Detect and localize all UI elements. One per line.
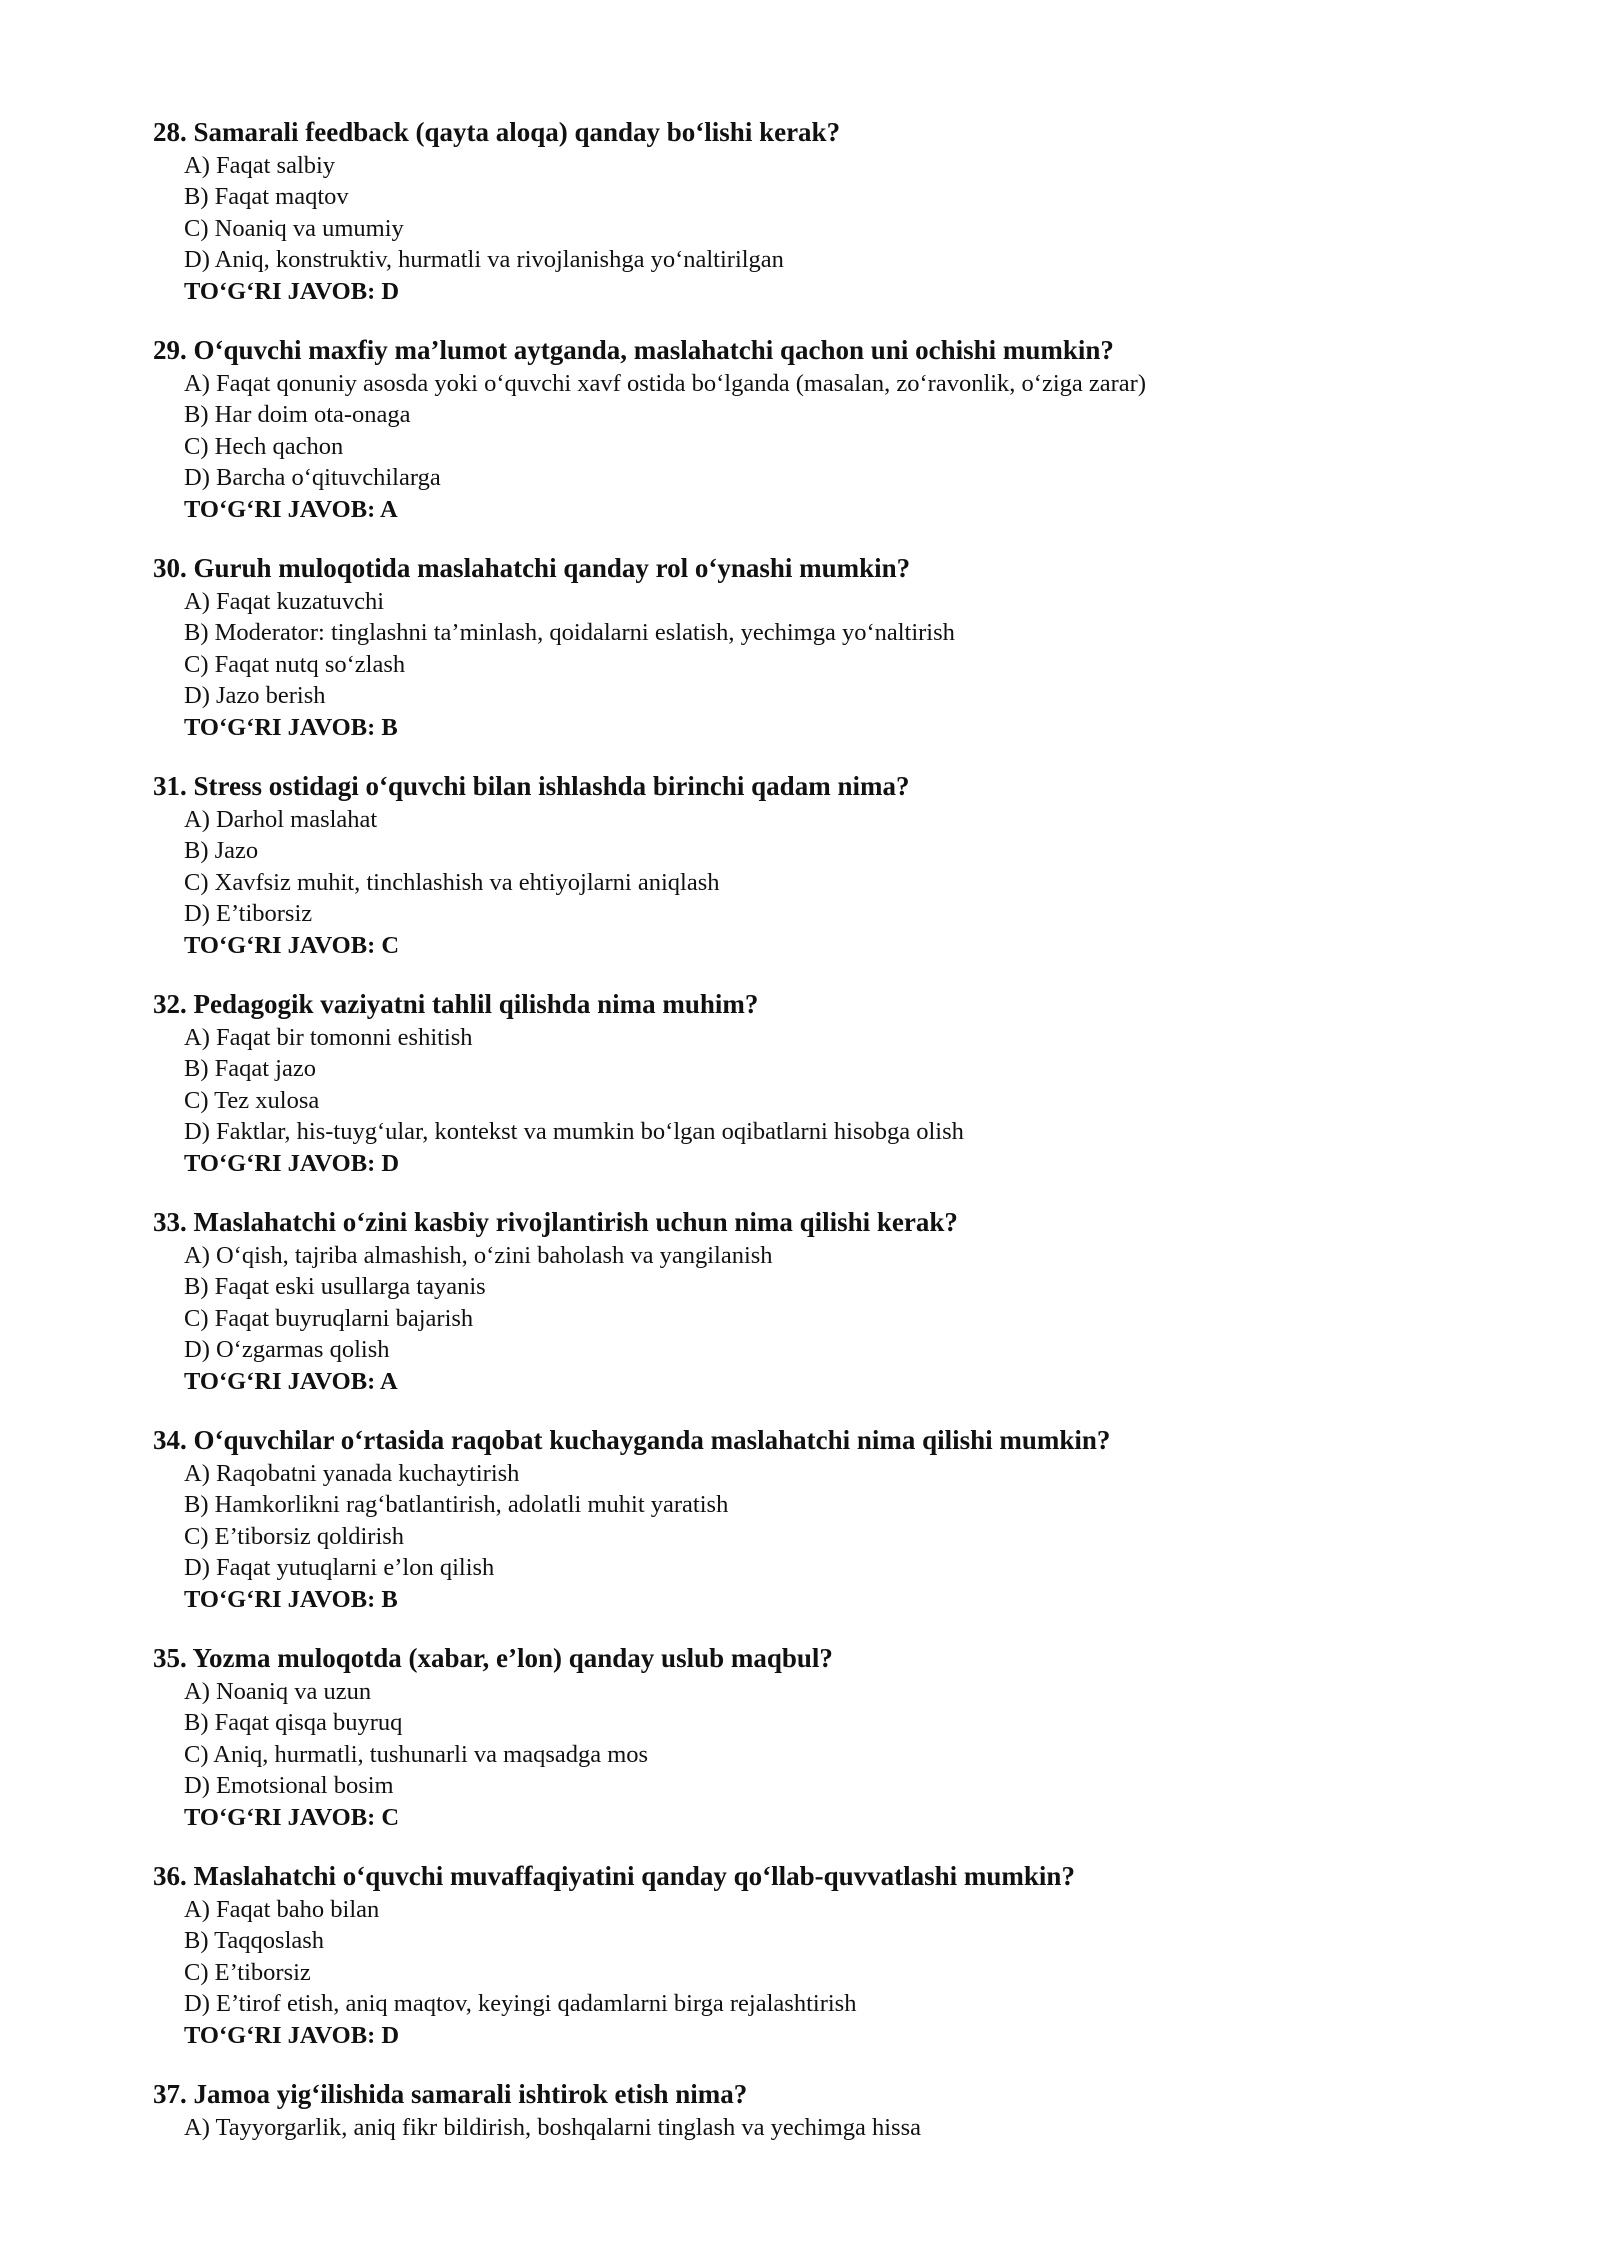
question-31 — [153, 768, 1493, 962]
option-b: B) Har doim ota-onaga — [184, 401, 411, 429]
option-c: C) Noaniq va umumiy — [184, 214, 404, 242]
option-d: D) Faktlar, his-tuyg‘ular, kontekst va mumkin bo‘lgan oqibatlarni hisobga olish — [184, 1117, 964, 1145]
correct-answer: TO‘G‘RI JAVOB: C — [184, 1804, 400, 1832]
question-title: 36. Maslahatchi o‘quvchi muvaffaqiyatini qanday qo‘llab-quvvatlashi mumkin? — [153, 1861, 1075, 1891]
correct-answer: TO‘G‘RI JAVOB: D — [184, 2022, 400, 2050]
question-title: 34. O‘quvchilar o‘rtasida raqobat kuchayganda maslahatchi nima qilishi mumkin? — [153, 1425, 1111, 1455]
options-list — [184, 1458, 1493, 1583]
option-d: D) Jazo berish — [184, 681, 326, 709]
correct-answer: TO‘G‘RI JAVOB: B — [184, 714, 398, 742]
question-title: 29. O‘quvchi maxfiy ma’lumot aytganda, maslahatchi qachon uni ochishi mumkin? — [153, 335, 1114, 365]
options-list — [184, 1240, 1493, 1365]
option-b: B) Moderator: tinglashni ta’minlash, qoidalarni eslatish, yechimga yo‘naltirish — [184, 619, 955, 647]
question-36 — [153, 1858, 1493, 2052]
option-d: D) E’tirof etish, aniq maqtov, keyingi qadamlarni birga rejalashtirish — [184, 1989, 857, 2017]
option-b: B) Faqat maqtov — [184, 183, 349, 211]
option-b: B) Faqat eski usullarga tayanis — [184, 1273, 486, 1301]
option-c: C) Tez xulosa — [184, 1086, 320, 1114]
option-a: A) Faqat salbiy — [184, 152, 336, 179]
option-a: A) Darhol maslahat — [184, 806, 378, 833]
option-c: C) E’tiborsiz qoldirish — [184, 1522, 405, 1550]
correct-answer: TO‘G‘RI JAVOB: A — [184, 1368, 398, 1396]
option-d: D) O‘zgarmas qolish — [184, 1335, 390, 1363]
question-title: 31. Stress ostidagi o‘quvchi bilan ishlashda birinchi qadam nima? — [153, 771, 910, 801]
option-a: A) Faqat bir tomonni eshitish — [184, 1024, 473, 1051]
option-c: C) Faqat buyruqlarni bajarish — [184, 1304, 474, 1332]
question-30 — [153, 550, 1493, 744]
correct-answer: TO‘G‘RI JAVOB: A — [184, 496, 398, 524]
option-a: A) Faqat qonuniy asosda yoki o‘quvchi xavf ostida bo‘lganda (masalan, zo‘ravonlik, o‘ziga zarar) — [184, 370, 1146, 397]
question-title: 32. Pedagogik vaziyatni tahlil qilishda nima muhim? — [153, 989, 759, 1019]
question-37 — [153, 2076, 1493, 2143]
correct-answer: TO‘G‘RI JAVOB: B — [184, 1586, 398, 1614]
options-list — [184, 1894, 1493, 2019]
question-title: 35. Yozma muloqotda (xabar, e’lon) qanday uslub maqbul? — [153, 1643, 833, 1673]
option-b: B) Hamkorlikni rag‘batlantirish, adolatli muhit yaratish — [184, 1491, 729, 1519]
options-list — [184, 804, 1493, 929]
question-34 — [153, 1422, 1493, 1616]
option-c: C) Faqat nutq so‘zlash — [184, 650, 406, 678]
option-a: A) Raqobatni yanada kuchaytirish — [184, 1460, 520, 1487]
question-28 — [153, 114, 1493, 308]
question-title: 37. Jamoa yig‘ilishida samarali ishtirok etish nima? — [153, 2079, 748, 2109]
option-d: D) Barcha o‘qituvchilarga — [184, 463, 441, 491]
options-list — [184, 1676, 1493, 1801]
question-33 — [153, 1204, 1493, 1398]
question-32 — [153, 986, 1493, 1180]
option-b: B) Faqat jazo — [184, 1055, 316, 1083]
option-c: C) E’tiborsiz — [184, 1958, 311, 1986]
correct-answer: TO‘G‘RI JAVOB: D — [184, 1150, 400, 1178]
option-b: B) Taqqoslash — [184, 1927, 325, 1955]
option-c: C) Hech qachon — [184, 432, 344, 460]
question-title: 30. Guruh muloqotida maslahatchi qanday rol o‘ynashi mumkin? — [153, 553, 911, 583]
correct-answer: TO‘G‘RI JAVOB: D — [184, 278, 400, 306]
option-a: A) Noaniq va uzun — [184, 1678, 372, 1705]
option-b: B) Jazo — [184, 837, 259, 865]
option-d: D) Emotsional bosim — [184, 1771, 394, 1799]
options-list — [184, 586, 1493, 711]
question-title: 33. Maslahatchi o‘zini kasbiy rivojlantirish uchun nima qilishi kerak? — [153, 1207, 958, 1237]
correct-answer: TO‘G‘RI JAVOB: C — [184, 932, 400, 960]
option-a: A) Faqat kuzatuvchi — [184, 588, 385, 615]
option-c: C) Aniq, hurmatli, tushunarli va maqsadga mos — [184, 1740, 649, 1768]
option-a: A) O‘qish, tajriba almashish, o‘zini baholash va yangilanish — [184, 1242, 773, 1269]
option-a: A) Faqat baho bilan — [184, 1896, 380, 1923]
option-a: A) Tayyorgarlik, aniq fikr bildirish, boshqalarni tinglash va yechimga hissa — [184, 2114, 921, 2141]
question-29 — [153, 332, 1493, 526]
options-list — [184, 2112, 1493, 2143]
question-35 — [153, 1640, 1493, 1834]
option-d: D) Faqat yutuqlarni e’lon qilish — [184, 1553, 495, 1581]
option-d: D) Aniq, konstruktiv, hurmatli va rivojlanishga yo‘naltirilgan — [184, 245, 784, 273]
option-d: D) E’tiborsiz — [184, 899, 313, 927]
option-c: C) Xavfsiz muhit, tinchlashish va ehtiyojlarni aniqlash — [184, 868, 720, 896]
question-title: 28. Samarali feedback (qayta aloqa) qanday bo‘lishi kerak? — [153, 117, 841, 147]
option-b: B) Faqat qisqa buyruq — [184, 1709, 403, 1737]
options-list — [184, 368, 1493, 493]
options-list — [184, 1022, 1493, 1147]
options-list — [184, 150, 1493, 275]
